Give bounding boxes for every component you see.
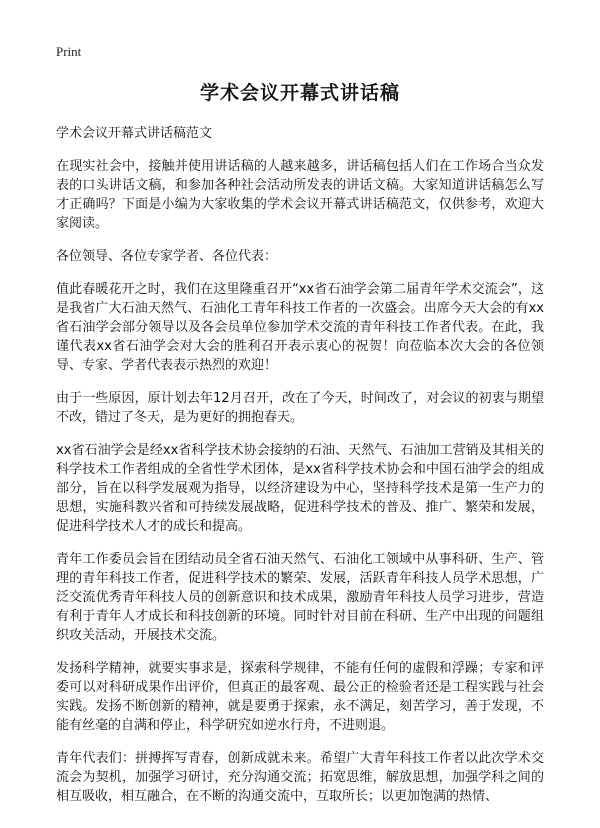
paragraph-youth: 青年代表们：拼搏挥写青春，创新成就未来。希望广大青年科技工作者以此次学术交流会为契机，加强学习研讨，充分沟通交流；拓宽思维，解放思想，加强学科之间的相互吸收，相互融合，在不断的沟通交流中，互取所长；以更加饱满的热情、 bbox=[56, 751, 544, 804]
paragraph-welcome: 值此春暖花开之时，我们在这里隆重召开“xx省石油学会第二届青年学术交流会”，这是我省广大石油天然气、石油化工青年科技工作者的一次盛会。出席今天大会的有xx省石油学会部分领导以及各会员单位参加学术交流的青年科技工作者代表。在此，我谨代表xx省石油学会对大会的胜利召开表示衷心的祝贺！向莅临本次大会的各位领导、专家、学者代表表示热烈的欢迎！ bbox=[56, 282, 544, 373]
paragraph-schedule: 由于一些原因，原计划去年12月召开，改在了今天，时间改了，对会议的初衷与期望不改，错过了冬天，是为更好的拥抱春天。 bbox=[56, 391, 544, 425]
paragraph-committee: 青年工作委员会旨在团结动员全省石油天然气、石油化工领域中从事科研、生产、管理的青年科技工作者，促进科学技术的繁荣、发展，活跃青年科技人员学术思想，广泛交流优秀青年科技人员的创新意识和技术成果，激励青年科技人员学习进步，营造有利于青年人才成长和科技创新的环境。同时针对目前在科研、生产中出现的问题组织攻关活动，开展技术交流。 bbox=[56, 552, 544, 643]
print-link[interactable]: Print bbox=[56, 44, 82, 59]
document-subtitle: 学术会议开幕式讲话稿范文 bbox=[56, 126, 213, 141]
paragraph-society: xx省石油学会是经xx省科学技术协会接纳的石油、天然气、石油加工营销及其相关的科学技术工作者组成的全省性学术团体，是xx省科学技术协会和中国石油学会的组成部分，旨在以科学发展观为指导，以经济建设为中心，坚持科学技术是第一生产力的思想，实施科教兴省和可持续发展战略，促进科学技术的普及、推广、繁荣和发展，促进科学技术人才的成长和提高。 bbox=[56, 443, 544, 534]
document-title: 学术会议开幕式讲话稿 bbox=[199, 82, 400, 104]
paragraph-science-spirit: 发扬科学精神，就要实事求是，探索科学规律，不能有任何的虚假和浮躁；专家和评委可以对科研成果作出评价，但真正的最客观、最公正的检验者还是工程实践与社会实践。发扬不断创新的精神，就是要勇于探索，永不满足，刻苦学习，善于发现，不能有丝毫的自满和停止，科学研究如逆水行舟，不进则退。 bbox=[56, 661, 544, 733]
paragraph-salutation: 各位领导、各位专家学者、各位代表： bbox=[56, 249, 278, 264]
paragraph-intro: 在现实社会中，接触并使用讲话稿的人越来越多，讲话稿包括人们在工作场合当众发表的口头讲话文稿，和参加各种社会活动所发表的讲话文稿。大家知道讲话稿怎么写才正确吗？下面是小编为大家收集的学术会议开幕式讲话稿范文，仅供参考，欢迎大家阅读。 bbox=[56, 159, 544, 231]
